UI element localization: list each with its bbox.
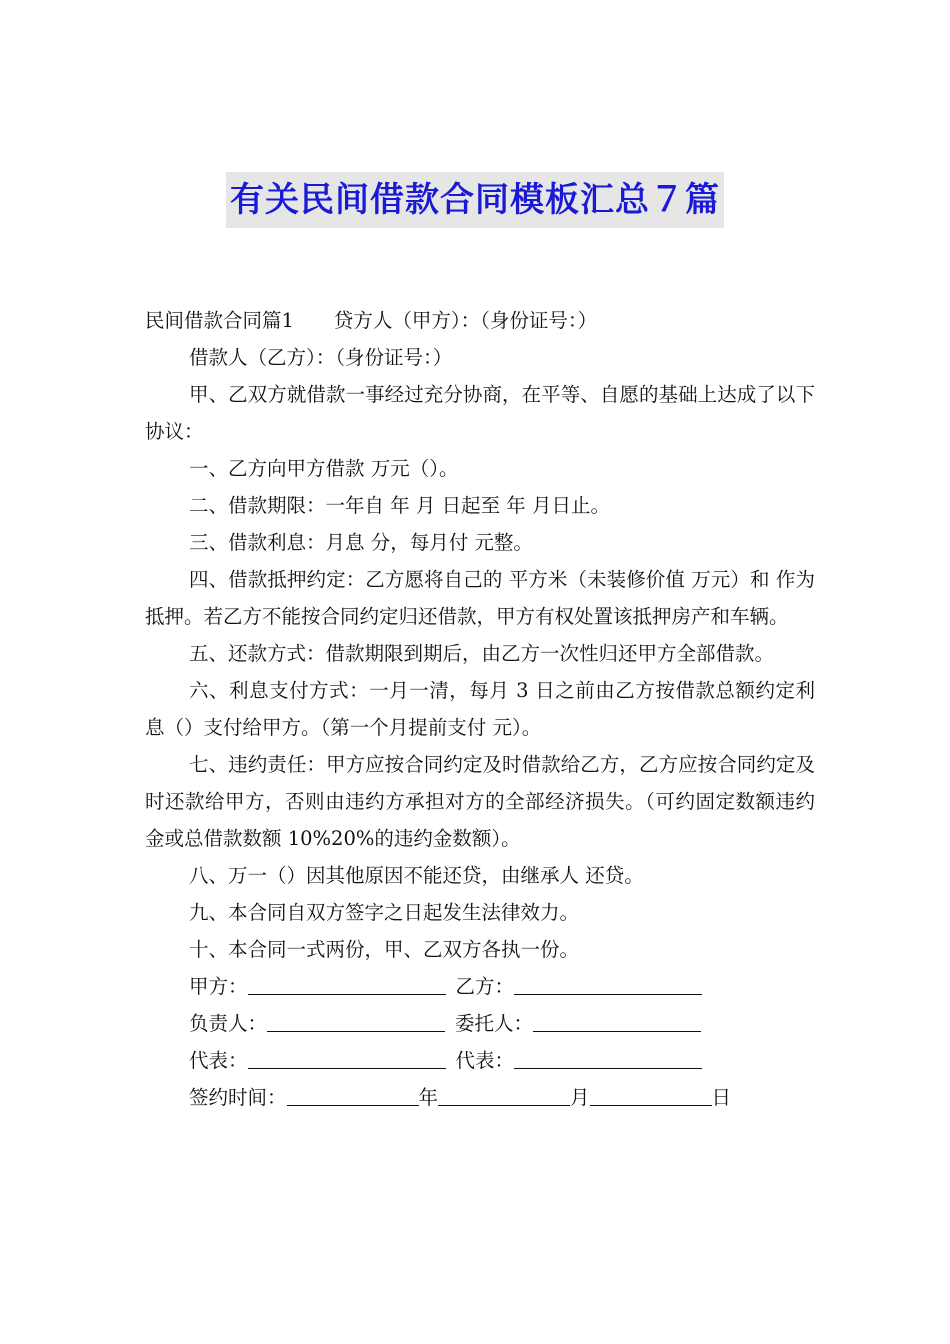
title-container <box>0 172 950 228</box>
day-label: 日 <box>711 1086 732 1109</box>
party-b-label: 乙方： <box>455 975 515 998</box>
clause-7: 七、违约责任：甲方应按合同约定及时借款给乙方，乙方应按合同约定及时还款给甲方，否则由违约方承担对方的全部经济损失。（可约固定数额违约金或总借款数额 10%20%的违约金数额）。 <box>145 753 815 850</box>
lender-line: 贷方人（甲方）：（身份证号：） <box>333 309 598 332</box>
trustee-label: 委托人： <box>455 1012 534 1035</box>
clause-9: 九、本合同自双方签字之日起发生法律效力。 <box>189 901 580 924</box>
rep-b-label: 代表： <box>455 1049 515 1072</box>
clause-4: 四、借款抵押约定：乙方愿将自己的 平方米（未装修价值 万元）和 作为抵押。若乙方不能按合同约定归还借款，甲方有权处置该抵押房产和车辆。 <box>145 568 815 628</box>
document-body <box>145 302 815 1116</box>
rep-b-blank[interactable] <box>514 1046 702 1069</box>
clause-3: 三、借款利息：月息 分，每月付 元整。 <box>189 531 533 554</box>
party-b-blank[interactable] <box>514 972 702 995</box>
signature-row-date <box>145 1079 815 1116</box>
clause-1: 一、乙方向甲方借款 万元（）。 <box>189 457 459 480</box>
month-blank[interactable] <box>438 1083 570 1106</box>
responsible-label: 负责人： <box>189 1012 268 1035</box>
month-label: 月 <box>570 1086 590 1109</box>
party-a-blank[interactable] <box>248 972 446 995</box>
signature-row-responsible <box>145 1005 815 1042</box>
paragraph-borrower: 借款人（乙方）：（身份证号：） <box>189 346 453 369</box>
year-blank[interactable] <box>287 1083 419 1106</box>
clause-5: 五、还款方式：借款期限到期后，由乙方一次性归还甲方全部借款。 <box>189 642 775 665</box>
day-blank[interactable] <box>590 1083 712 1106</box>
party-a-label: 甲方： <box>189 975 248 998</box>
date-label: 签约时间： <box>189 1086 287 1109</box>
rep-a-label: 代表： <box>189 1049 248 1072</box>
responsible-blank[interactable] <box>267 1009 445 1032</box>
clause-2: 二、借款期限：一年自 年 月 日起至 年 月日止。 <box>189 494 610 517</box>
intro-line <box>145 302 815 339</box>
signature-row-parties <box>145 968 815 1005</box>
paragraph-preamble: 甲、乙双方就借款一事经过充分协商，在平等、自愿的基础上达成了以下协议： <box>145 383 815 443</box>
year-label: 年 <box>418 1086 439 1109</box>
document-title: 有关民间借款合同模板汇总７篇 <box>226 172 724 228</box>
clause-6: 六、利息支付方式：一月一清，每月 3 日之前由乙方按借款总额约定利息（）支付给甲方。（第一个月提前支付 元）。 <box>145 679 815 739</box>
signature-row-representatives <box>145 1042 815 1079</box>
clause-10: 十、本合同一式两份，甲、乙双方各执一份。 <box>189 938 580 961</box>
rep-a-blank[interactable] <box>248 1046 446 1069</box>
contract-heading: 民间借款合同篇1 <box>145 309 294 332</box>
trustee-blank[interactable] <box>533 1009 701 1032</box>
clause-8: 八、万一（）因其他原因不能还贷，由继承人 还贷。 <box>189 864 644 887</box>
